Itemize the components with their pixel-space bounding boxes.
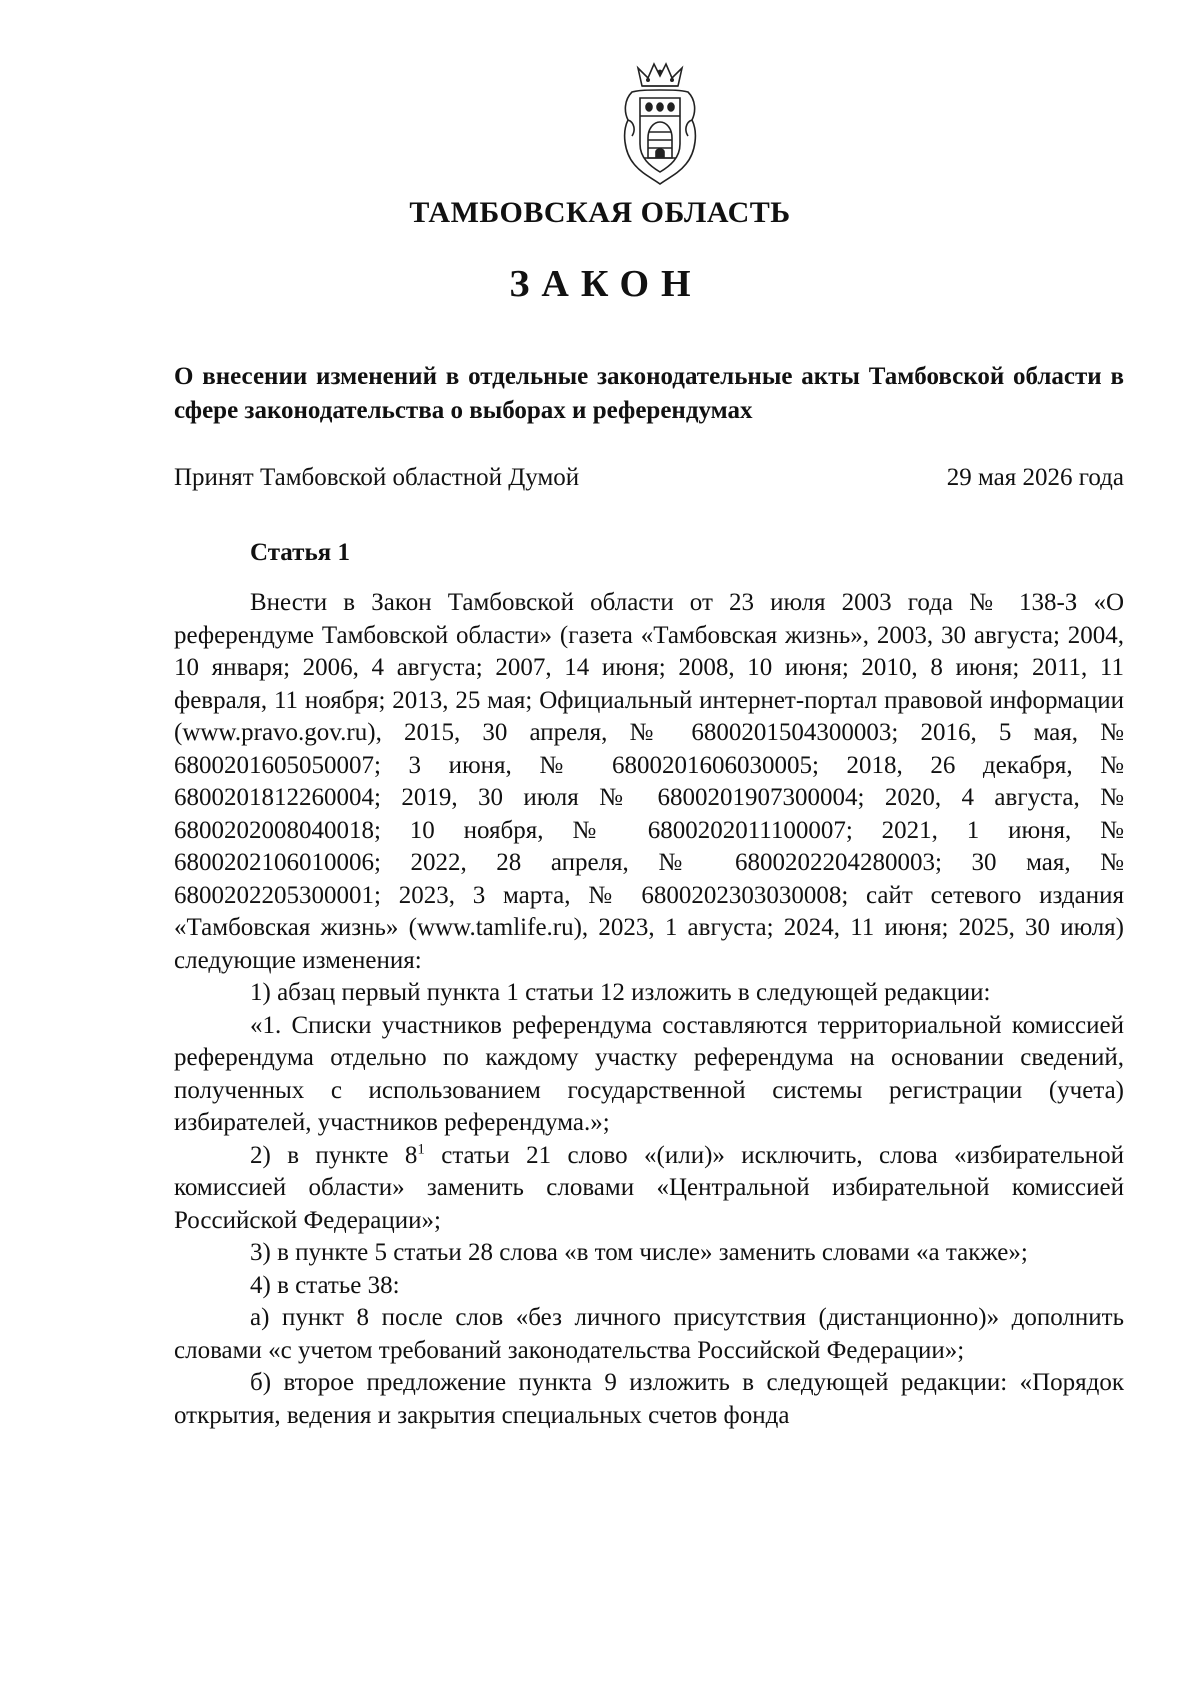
amendment-item-2 xyxy=(174,1140,1124,1238)
amendment-item-1: 1) абзац первый пункта 1 статьи 12 изложить в следующей редакции: xyxy=(250,979,991,1006)
document-type-title: ЗАКОН xyxy=(509,263,703,305)
region-name: ТАМБОВСКАЯ ОБЛАСТЬ xyxy=(409,196,791,229)
coat-of-arms-emblem xyxy=(618,60,702,188)
adopted-by-text: Принят Тамбовской областной Думой xyxy=(174,464,580,491)
amendment-item-1-quote: «1. Списки участников референдума составляются территориальной комиссией референдума отдельно по каждому участку референдума на основании сведений, полученных с использованием государственной системы регистрации (учета) избирателей, участников референдума.»; xyxy=(174,1011,1124,1136)
amendment-item-4a: а) пункт 8 после слов «без личного присутствия (дистанционно)» дополнить словами «с учетом требований законодательства Российской Федерации»; xyxy=(174,1304,1124,1364)
amendment-item-2-start: 2) в пункте 8 xyxy=(250,1141,418,1169)
adoption-line xyxy=(174,461,1124,495)
adoption-date: 29 мая 2026 года xyxy=(946,464,1124,491)
amendment-item-4: 4) в статье 38: xyxy=(250,1271,400,1299)
amendment-item-2-rest: статьи 21 слово «(или)» исключить, слова «избирательной комиссией области» заменить словами «Центральной избирательной комиссией Российской Федерации»; xyxy=(174,1141,1124,1234)
article-intro-paragraph: Внести в Закон Тамбовской области от 23 июля 2003 года № 138-З «О референдуме Тамбовской области» (газета «Тамбовская жизнь», 2003, 30 августа; 2004, 10 января; 2006, 4 августа; 2007, 14 июня; 2008, 10 июня; 2010, 8 июня; 2011, 11 февраля, 11 ноября; 2013, 25 мая; Официальный интернет-портал правовой информации (www.pravo.gov.ru), 2015, 30 апреля, № 6800201504300003; 2016, 5 мая, № 6800201605050007; 3 июня, № 6800201606030005; 2018, 26 декабря, № 6800201812260004; 2019, 30 июля № 6800201907300004; 2020, 4 августа, № 6800202008040018; 10 ноября, № 6800202011100007; 2021, 1 июня, № 6800202106010006; 2022, 28 апреля, № 6800202204280003; 30 мая, № 6800202205300001; 2023, 3 марта, № 6800202303030008; сайт сетевого издания «Тамбовская жизнь» (www.tamlife.ru), 2023, 1 августа; 2024, 11 июня; 2025, 30 июля) следующие изменения: xyxy=(174,589,1124,974)
article-heading: Статья 1 xyxy=(250,539,350,566)
article-body xyxy=(174,587,1124,1432)
superscript-index: 1 xyxy=(417,1141,425,1158)
amendment-item-4b: б) второе предложение пункта 9 изложить в следующей редакции: «Порядок открытия, ведения и закрытия специальных счетов фонда xyxy=(174,1369,1124,1429)
amendment-item-3: 3) в пункте 5 статьи 28 слова «в том числе» заменить словами «а также»; xyxy=(250,1239,1028,1266)
law-subject-title: О внесении изменений в отдельные законодательные акты Тамбовской области в сфере законодательства о выборах и референдумах xyxy=(174,363,1124,424)
